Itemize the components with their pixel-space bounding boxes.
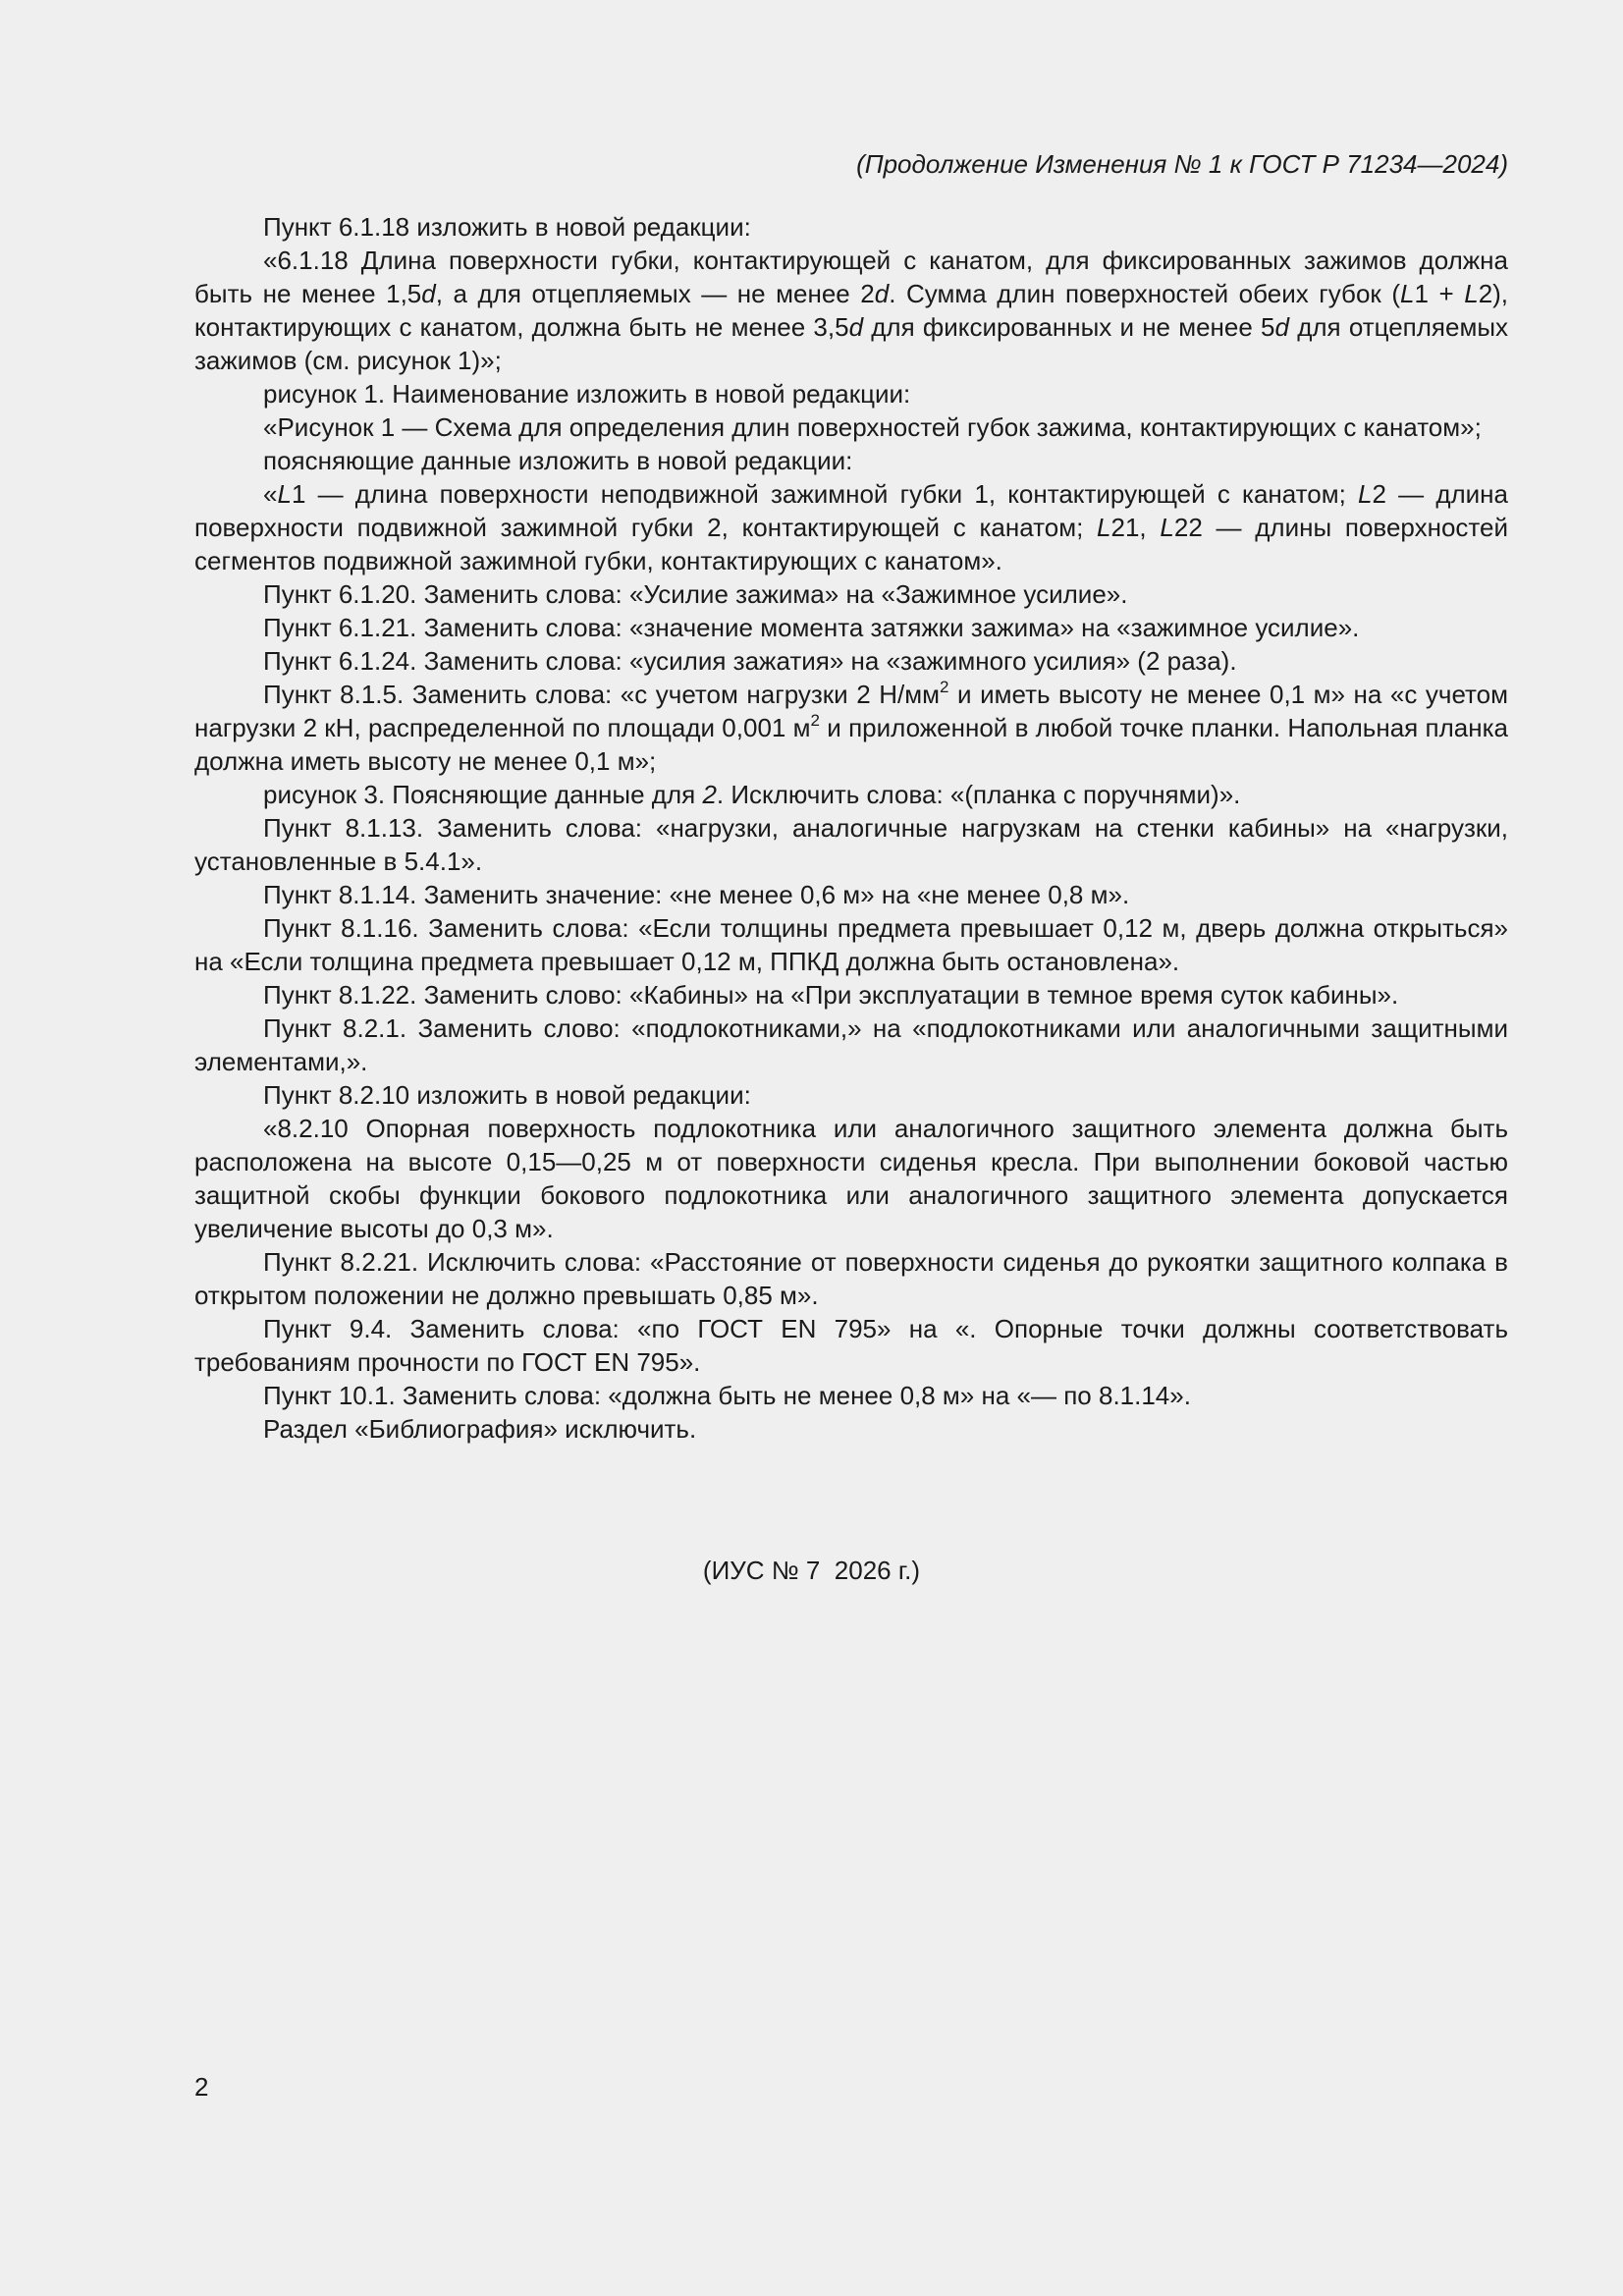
paragraph-8-1-5	[194, 678, 1508, 778]
running-header: (Продолжение Изменения № 1 к ГОСТ Р 71234—2024)	[856, 149, 1508, 179]
text-run: 1 +	[1414, 279, 1465, 308]
text-run: рисунок 3. Поясняющие данные для	[263, 780, 703, 809]
paragraph-9-4: Пункт 9.4. Заменить слова: «по ГОСТ EN 795» на «. Опорные точки должны соответствовать требованиям прочности по ГОСТ EN 795».	[194, 1314, 1508, 1377]
text-run: 21,	[1110, 513, 1161, 542]
text-run: для отцепляемых зажимов (см. рисунок 1)»;	[194, 312, 1509, 375]
text-run: Пункт 8.1.5. Заменить слова: «с учетом нагрузки 2 Н/мм	[263, 680, 940, 709]
paragraph-figure-1-title: «Рисунок 1 — Схема для определения длин поверхностей губок зажима, контактирующих с канатом»;	[263, 412, 1482, 442]
paragraph-8-2-1: Пункт 8.2.1. Заменить слово: «подлокотниками,» на «подлокотниками или аналогичными защитными элементами,».	[194, 1013, 1508, 1076]
ius-note: (ИУС № 7 2026 г.)	[702, 1556, 921, 1585]
variable-l: L	[1400, 279, 1415, 308]
paragraph-figure-3	[194, 778, 1508, 811]
variable-l: L	[1160, 513, 1174, 542]
paragraph-6-1-24: Пункт 6.1.24. Заменить слова: «усилия зажатия» на «зажимного усилия» (2 раза).	[263, 646, 1237, 676]
text-run: . Исключить слова: «(планка с поручнями)».	[716, 780, 1241, 809]
paragraph-8-2-21: Пункт 8.2.21. Исключить слова: «Расстояние от поверхности сиденья до рукоятки защитного колпака в открытом положении не должно превышать 0,85 м».	[194, 1247, 1508, 1310]
text-run: и иметь высоту не менее 0,1 м» на «с учетом нагрузки 2 кН, распределенной по площади 0,001 м	[194, 680, 1508, 742]
paragraph-8-2-10-text: «8.2.10 Опорная поверхность подлокотника или аналогичного защитного элемента должна быть расположена на высоте 0,15—0,25 м от поверхности сиденья кресла. При выполнении боковой частью защитной скобы функции бокового подлокотника или аналогичного защитного элемента допускается увеличение высоты до 0,3 м».	[194, 1114, 1508, 1243]
paragraph-10-1: Пункт 10.1. Заменить слова: «должна быть не менее 0,8 м» на «— по 8.1.14».	[263, 1381, 1191, 1410]
paragraph-8-1-13: Пункт 8.1.13. Заменить слова: «нагрузки, аналогичные нагрузкам на стенки кабины» на «нагрузки, установленные в 5.4.1».	[194, 813, 1508, 876]
variable-l: L	[1358, 479, 1373, 509]
text-run: 1 — длина поверхности неподвижной зажимной губки 1, контактирующей с канатом;	[291, 479, 1359, 509]
variable-d: d	[874, 279, 890, 308]
paragraph-legend-text	[194, 477, 1508, 577]
paragraph-8-1-16: Пункт 8.1.16. Заменить слова: «Если толщины предмета превышает 0,12 м, дверь должна открыться» на «Если толщина предмета превышает 0,12 м, ППКД должна быть остановлена».	[194, 913, 1508, 976]
text-run: для фиксированных и не менее 5	[863, 312, 1275, 342]
variable-d: d	[1274, 312, 1289, 342]
text-run: «6.1.18 Длина поверхности губки, контактирующей с канатом, для фиксированных зажимов должна быть не менее 1,5	[194, 246, 1508, 308]
text-run: 22 — длины поверхностей сегментов подвижной зажимной губки, контактирующих с канатом».	[194, 513, 1509, 575]
variable-l: L	[1464, 279, 1479, 308]
paragraph-8-1-14: Пункт 8.1.14. Заменить значение: «не менее 0,6 м» на «не менее 0,8 м».	[263, 880, 1130, 909]
text-run: «	[263, 479, 278, 509]
text-run: . Сумма длин поверхностей обеих губок (	[889, 279, 1400, 308]
paragraph-8-2-10-intro: Пункт 8.2.10 изложить в новой редакции:	[263, 1080, 751, 1110]
paragraph-8-1-22: Пункт 8.1.22. Заменить слово: «Кабины» на «При эксплуатации в темное время суток кабины».	[263, 980, 1399, 1010]
variable-l: L	[277, 479, 292, 509]
text-run: и приложенной в любой точке планки. Напольная планка должна иметь высоту не менее 0,1 м»;	[194, 713, 1508, 776]
paragraph-bibliography: Раздел «Библиография» исключить.	[263, 1414, 697, 1444]
paragraph-6-1-18-text	[194, 244, 1508, 377]
text-run: 2), контактирующих с канатом, должна быть не менее 3,5	[194, 279, 1509, 342]
page-number: 2	[194, 2072, 209, 2102]
paragraph-legend-intro: поясняющие данные изложить в новой редакции:	[263, 446, 853, 475]
variable-d: d	[848, 312, 864, 342]
superscript: 2	[810, 711, 820, 730]
italic-number: 2	[702, 780, 717, 809]
text-run: 2 — длина поверхности подвижной зажимной губки 2, контактирующей с канатом;	[194, 479, 1509, 542]
superscript: 2	[940, 678, 949, 696]
paragraph-6-1-20: Пункт 6.1.20. Заменить слова: «Усилие зажима» на «Зажимное усилие».	[263, 579, 1128, 609]
variable-d: d	[421, 279, 436, 308]
paragraph-6-1-18-intro: Пункт 6.1.18 изложить в новой редакции:	[263, 212, 751, 242]
text-run: , а для отцепляемых — не менее 2	[435, 279, 875, 308]
variable-l: L	[1097, 513, 1111, 542]
amendment-body	[194, 210, 1508, 1446]
paragraph-figure-1-intro: рисунок 1. Наименование изложить в новой редакции:	[263, 379, 911, 409]
paragraph-6-1-21: Пункт 6.1.21. Заменить слова: «значение момента затяжки зажима» на «зажимное усилие».	[263, 613, 1360, 642]
